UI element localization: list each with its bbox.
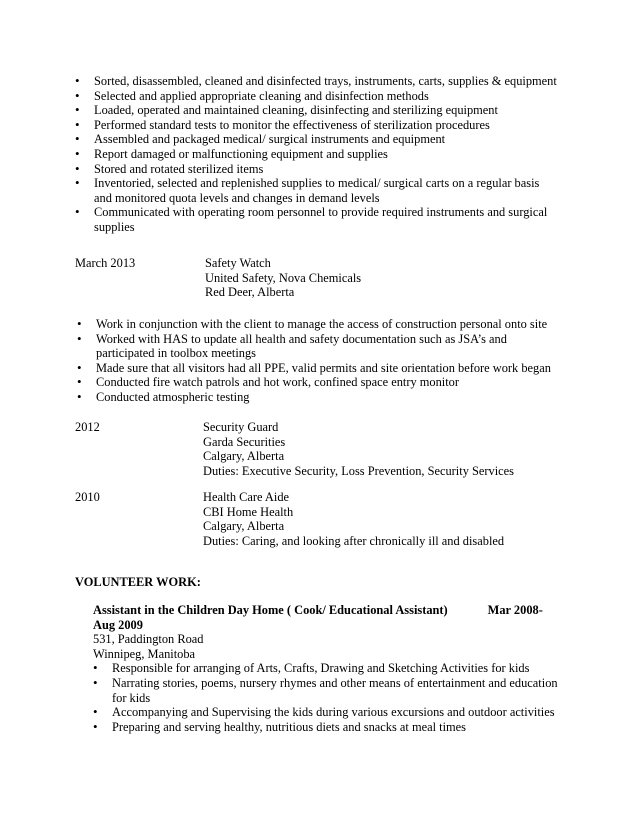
job-info <box>203 490 603 548</box>
job-title: Health Care Aide <box>203 490 290 504</box>
list-item: • Preparing and serving healthy, nutritious diets and snacks at meal times <box>93 720 563 735</box>
volunteer-duties-list <box>93 661 563 734</box>
volunteer-entry <box>93 603 563 734</box>
list-item: • Worked with HAS to update all health and safety documentation such as JSA’s and participated in toolbox meetings <box>77 332 516 361</box>
list-item: • Report damaged or malfunctioning equipment and supplies <box>75 147 575 162</box>
job-info <box>205 256 605 300</box>
job-location: Red Deer, Alberta <box>205 285 295 300</box>
volunteer-date: Mar 2008-Aug 2009 <box>93 603 543 632</box>
list-item: • Conducted atmospheric testing <box>77 390 567 405</box>
volunteer-heading: VOLUNTEER WORK: <box>75 575 201 589</box>
list-item: • Loaded, operated and maintained cleaning, disinfecting and sterilizing equipment <box>75 103 575 118</box>
list-item: • Made sure that all visitors had all PPE, valid permits and site orientation before work began <box>77 361 567 376</box>
list-item: • Performed standard tests to monitor the effectiveness of sterilization procedures <box>75 118 575 133</box>
job-title: Safety Watch <box>205 256 271 270</box>
list-item: • Narrating stories, poems, nursery rhymes and other means of entertainment and education for kids <box>93 676 563 705</box>
job-duties: Duties: Caring, and looking after chronically ill and disabled <box>203 533 505 548</box>
job-location: Calgary, Alberta <box>203 519 285 534</box>
list-item: • Communicated with operating room personnel to provide required instruments and surgical supplies <box>75 205 564 234</box>
job-duties: Duties: Executive Security, Loss Prevention, Security Services <box>203 463 514 478</box>
list-item: • Responsible for arranging of Arts, Crafts, Drawing and Sketching Activities for kids <box>93 661 563 676</box>
job-date: 2012 <box>75 420 100 434</box>
list-item: • Work in conjunction with the client to manage the access of construction personal onto site <box>77 317 567 332</box>
job-employer: Garda Securities <box>203 434 286 449</box>
volunteer-address: 531, Paddington Road <box>93 632 204 647</box>
job-date: March 2013 <box>75 256 136 270</box>
list-item: • Inventoried, selected and replenished supplies to medical/ surgical carts on a regular basis and monitored quota levels and changes in demand levels <box>75 176 549 205</box>
list-item: • Sorted, disassembled, cleaned and disinfected trays, instruments, carts, supplies & equipment <box>75 74 575 89</box>
safety-duties-list <box>77 317 567 405</box>
job-employer: CBI Home Health <box>203 504 294 519</box>
sterilization-duties-list <box>75 74 575 235</box>
job-employer: United Safety, Nova Chemicals <box>205 270 362 285</box>
volunteer-title: Assistant in the Children Day Home ( Cook/ Educational Assistant) <box>93 603 448 617</box>
list-item: • Conducted fire watch patrols and hot work, confined space entry monitor <box>77 375 567 390</box>
job-info <box>203 420 603 478</box>
list-item: • Assembled and packaged medical/ surgical instruments and equipment <box>75 132 575 147</box>
list-item: • Accompanying and Supervising the kids during various excursions and outdoor activities <box>93 705 563 720</box>
volunteer-title-line <box>93 603 548 632</box>
volunteer-location: Winnipeg, Manitoba <box>93 646 196 661</box>
list-item: • Stored and rotated sterilized items <box>75 162 575 177</box>
job-location: Calgary, Alberta <box>203 449 285 464</box>
list-item: • Selected and applied appropriate cleaning and disinfection methods <box>75 89 575 104</box>
job-date: 2010 <box>75 490 100 504</box>
job-title: Security Guard <box>203 420 279 434</box>
